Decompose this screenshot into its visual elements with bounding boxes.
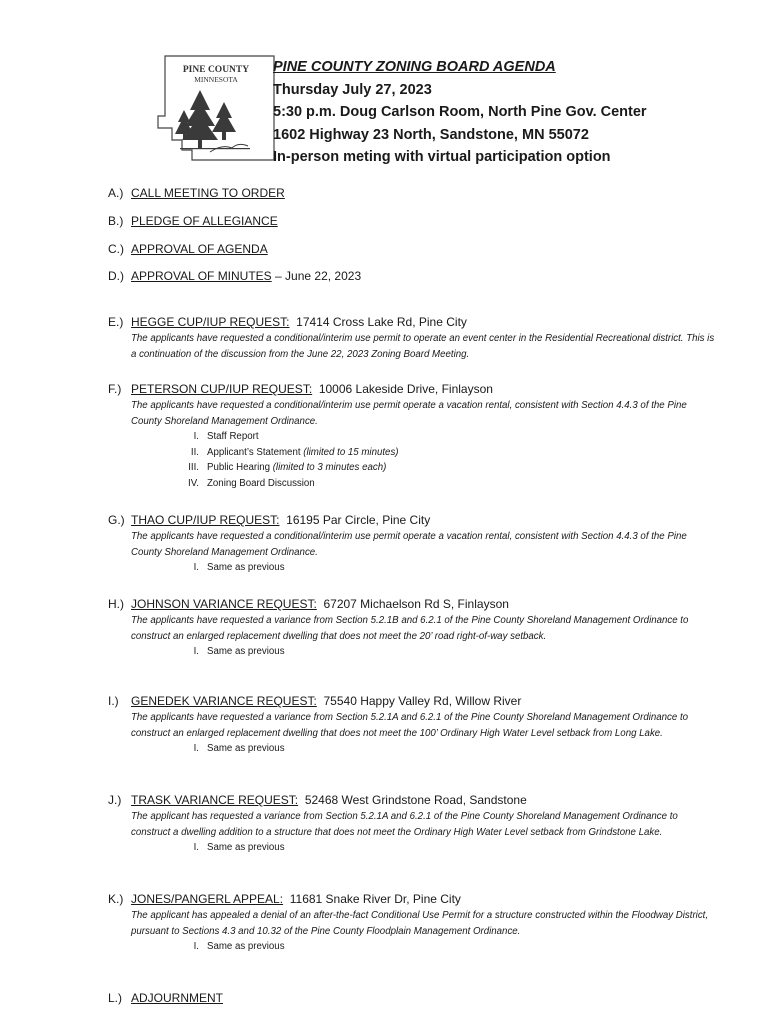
- agenda-item: [108, 792, 718, 856]
- item-detail: 16195 Par Circle, Pine City: [279, 513, 431, 527]
- item-letter: K.): [108, 892, 124, 906]
- sub-item-number: I.: [193, 842, 199, 853]
- agenda-item: [108, 990, 718, 1006]
- sub-item-text: Same as previous: [207, 842, 285, 853]
- sub-item-list: [176, 939, 718, 955]
- sub-item-note: (limited to 15 minutes): [303, 446, 399, 458]
- agenda-item: [108, 512, 718, 576]
- sub-item-number: IV.: [188, 477, 199, 489]
- item-letter: D.): [108, 269, 124, 283]
- agenda-title: PINE COUNTY ZONING BOARD AGENDA: [273, 59, 556, 75]
- sub-item-number: III.: [188, 462, 199, 473]
- item-letter: C.): [108, 242, 124, 256]
- svg-text:MINNESOTA: MINNESOTA: [194, 75, 238, 84]
- item-label: APPROVAL OF MINUTES: [131, 269, 272, 283]
- sub-item-number: I.: [193, 941, 199, 952]
- agenda-item: [108, 213, 718, 229]
- sub-item-number: I.: [193, 743, 199, 754]
- item-description: The applicants have requested a conditional/interim use permit operate a vacation rental, consistent with Section 4.4.3 of the Pine County Shoreland Management Ordinance.: [131, 531, 687, 558]
- meeting-address: 1602 Highway 23 North, Sandstone, MN 55072: [273, 126, 589, 143]
- agenda-item-heading: [108, 213, 718, 229]
- item-label: PETERSON CUP/IUP REQUEST:: [131, 382, 313, 396]
- agenda-item-heading: [108, 596, 718, 612]
- item-label: TRASK VARIANCE REQUEST:: [131, 793, 299, 807]
- item-label: PLEDGE OF ALLEGIANCE: [131, 214, 278, 228]
- item-letter: A.): [108, 186, 124, 200]
- sub-item-text: Same as previous: [207, 562, 285, 573]
- agenda-item: [108, 268, 718, 284]
- agenda-item-heading: [108, 314, 718, 330]
- sub-item-number: II.: [190, 446, 199, 458]
- item-label: ADJOURNMENT: [131, 991, 223, 1005]
- item-detail: 75540 Happy Valley Rd, Willow River: [316, 694, 522, 708]
- agenda-item-heading: [108, 185, 718, 201]
- item-label: APPROVAL OF AGENDA: [131, 242, 268, 256]
- sub-item-note: (limited to 3 minutes each): [272, 462, 387, 473]
- item-detail: 11681 Snake River Dr, Pine City: [283, 892, 461, 906]
- sub-item-number: I.: [193, 562, 199, 573]
- agenda-item-heading: [108, 241, 718, 257]
- meeting-time-location: 5:30 p.m. Doug Carlson Room, North Pine Gov. Center: [273, 104, 647, 120]
- sub-item-text: Same as previous: [207, 941, 285, 952]
- svg-text:PINE COUNTY: PINE COUNTY: [182, 65, 250, 75]
- sub-item-text: Applicant’s Statement: [207, 446, 304, 458]
- item-letter: J.): [108, 793, 122, 807]
- agenda-item-heading: [108, 990, 718, 1006]
- item-letter: B.): [108, 214, 124, 228]
- item-detail: 10006 Lakeside Drive, Finlayson: [312, 382, 493, 396]
- sub-item-list: [176, 741, 718, 757]
- item-label: GENEDEK VARIANCE REQUEST:: [131, 694, 317, 708]
- agenda-item-heading: [108, 512, 718, 528]
- agenda-header: [273, 56, 647, 169]
- item-label: HEGGE CUP/IUP REQUEST:: [131, 315, 290, 329]
- sub-item: [176, 460, 718, 476]
- item-description: The applicants have requested a conditional/interim use permit to operate an event center in the Residential Recreational district. This is a continuation of the discussion from the June 22, 2023 Zoning Board Meeting.: [131, 333, 715, 360]
- item-detail: – June 22, 2023: [271, 269, 362, 283]
- sub-item-text: Same as previous: [207, 646, 285, 657]
- agenda-item: [108, 596, 718, 660]
- agenda-item-heading: [108, 268, 718, 284]
- item-letter: G.): [108, 513, 125, 527]
- sub-item: [176, 939, 718, 955]
- meeting-date: Thursday July 27, 2023: [273, 81, 432, 98]
- agenda-item: [108, 314, 718, 362]
- item-description: The applicant has requested a variance from Section 5.2.1A and 6.2.1 of the Pine County Shoreland Management Ordinance to construct a dwelling addition to a structure that does not meet the Ordinary High Water Level setback from Grindstone Lake.: [131, 811, 678, 838]
- sub-item: [176, 445, 718, 461]
- sub-item-number: I.: [193, 646, 199, 657]
- item-detail: 67207 Michaelson Rd S, Finlayson: [316, 597, 509, 611]
- sub-item-text: Staff Report: [207, 431, 259, 442]
- sub-item: [176, 429, 718, 445]
- agenda-item-heading: [108, 891, 718, 907]
- sub-item: [176, 840, 718, 856]
- item-letter: L.): [108, 991, 123, 1005]
- agenda-item-heading: [108, 381, 718, 397]
- item-letter: E.): [108, 315, 124, 329]
- sub-item: [176, 560, 718, 576]
- pine-county-logo: [152, 52, 278, 164]
- item-letter: H.): [108, 597, 124, 611]
- item-description: The applicants have requested a variance from Section 5.2.1A and 6.2.1 of the Pine County Shoreland Management Ordinance to construct an enlarged replacement dwelling that does not meet the 100’ Ordinary High Water Level setback from Long Lake.: [131, 712, 689, 739]
- item-detail: 17414 Cross Lake Rd, Pine City: [289, 315, 467, 329]
- meeting-mode: In-person meting with virtual participation option: [273, 149, 611, 165]
- agenda-item-heading: [108, 693, 718, 709]
- sub-item: [176, 741, 718, 757]
- item-label: JOHNSON VARIANCE REQUEST:: [131, 597, 317, 611]
- sub-item-list: [176, 840, 718, 856]
- agenda-item: [108, 693, 718, 757]
- sub-item-list: [176, 644, 718, 660]
- sub-item-text: Public Hearing: [207, 462, 273, 473]
- item-label: JONES/PANGERL APPEAL:: [131, 892, 284, 906]
- item-label: THAO CUP/IUP REQUEST:: [131, 513, 280, 527]
- agenda-item: [108, 241, 718, 257]
- sub-item-text: Zoning Board Discussion: [207, 477, 315, 489]
- sub-item: [176, 644, 718, 660]
- item-description: The applicants have requested a conditional/interim use permit operate a vacation rental, consistent with Section 4.4.3 of the Pine County Shoreland Management Ordinance.: [131, 400, 687, 427]
- item-detail: 52468 West Grindstone Road, Sandstone: [298, 793, 527, 807]
- sub-item-number: I.: [193, 431, 199, 442]
- sub-item-list: [176, 429, 718, 491]
- item-label: CALL MEETING TO ORDER: [131, 186, 285, 200]
- agenda-item: [108, 185, 718, 201]
- agenda-item-heading: [108, 792, 718, 808]
- item-description: The applicants have requested a variance from Section 5.2.1B and 6.2.1 of the Pine County Shoreland Management Ordinance to construct an enlarged replacement dwelling that does not meet the 20’ road right-of-way setback.: [131, 615, 689, 642]
- sub-item-list: [176, 560, 718, 576]
- item-letter: I.): [108, 694, 119, 708]
- sub-item: [176, 476, 718, 492]
- agenda-item: [108, 891, 718, 955]
- item-letter: F.): [108, 382, 122, 396]
- agenda-item: [108, 381, 718, 491]
- item-description: The applicant has appealed a denial of an after-the-fact Conditional Use Permit for a structure constructed within the Floodway District, pursuant to Sections 4.3 and 10.32 of the Pine County Floodplain Management Ordinance.: [131, 910, 709, 937]
- sub-item-text: Same as previous: [207, 743, 285, 754]
